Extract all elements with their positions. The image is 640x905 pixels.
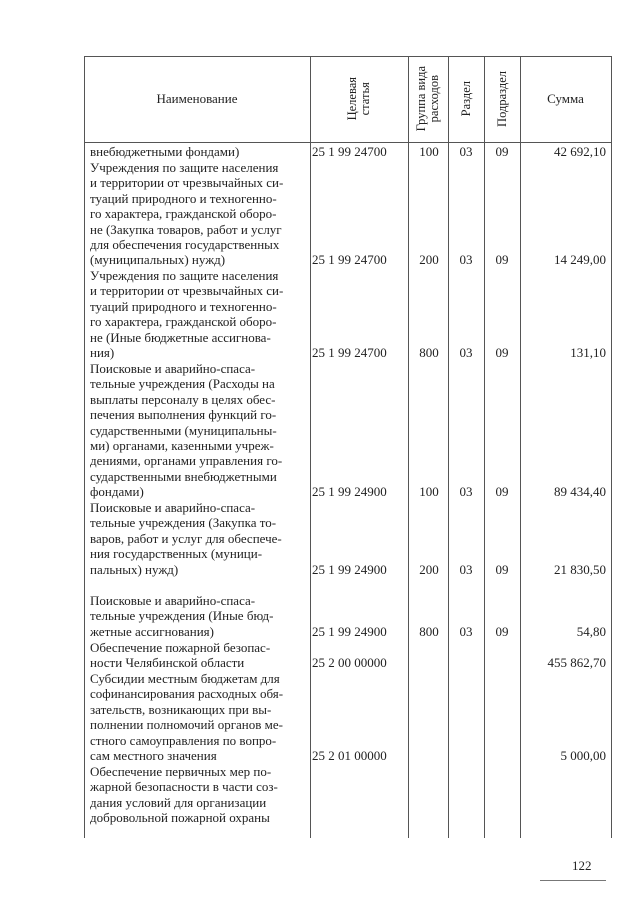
row-code: 25 2 01 00000 [312, 748, 387, 763]
header-subsection-label: Подраздел [494, 71, 509, 127]
row-section: 03 [459, 484, 473, 499]
row-section: 03 [459, 345, 473, 360]
row-sum: 54,80 [576, 624, 606, 639]
row-code: 25 1 99 24700 [312, 144, 387, 159]
row-code: 25 2 00 00000 [312, 655, 387, 670]
page-number: 122 [572, 858, 592, 873]
row-sum: 131,10 [570, 345, 606, 360]
row-name: Учреждения по защите населения и территории от чрезвычайных си- туаций природного и техногенно- го характера, гражданской оборо- не (Закупка товаров, работ и услуг для обеспечения государственных (муниципальных) нужд) [90, 160, 284, 268]
row-sum: 5 000,00 [560, 748, 606, 763]
header-sum [520, 56, 611, 142]
row-code: 25 1 99 24900 [312, 562, 387, 577]
row-subsection: 09 [495, 624, 509, 639]
row-group: 800 [419, 345, 439, 360]
row-sum: 455 862,70 [547, 655, 606, 670]
header-name [84, 56, 310, 142]
row-subsection: 09 [495, 144, 509, 159]
row-group: 200 [419, 252, 439, 267]
row-name: Поисковые и аварийно-спаса- тельные учреждения (Иные бюд- жетные ассигнования) [90, 593, 274, 639]
header-subsection [484, 56, 520, 142]
col-border [611, 56, 612, 838]
row-section: 03 [459, 252, 473, 267]
row-sum: 14 249,00 [554, 252, 606, 267]
row-subsection: 09 [495, 345, 509, 360]
row-section: 03 [459, 144, 473, 159]
col-border [448, 56, 449, 838]
row-name: внебюджетными фондами) [90, 144, 240, 159]
row-name: Учреждения по защите населения и территории от чрезвычайных си- туаций природного и техногенно- го характера, гражданской оборо- не (Иные бюджетные ассигнова- ния) [90, 268, 284, 361]
col-border [310, 56, 311, 838]
row-subsection: 09 [495, 562, 509, 577]
row-sum: 21 830,50 [554, 562, 606, 577]
header-group [408, 56, 448, 142]
row-name: Обеспечение пожарной безопас- ности Челябинской области [90, 640, 271, 671]
row-code: 25 1 99 24700 [312, 252, 387, 267]
row-group: 800 [419, 624, 439, 639]
budget-table [84, 56, 612, 838]
row-name: Субсидии местным бюджетам для софинансирования расходных обя- зательств, возникающих при вы- полнении полномочий органов ме- стного самоуправления по вопро- сам местного значения [90, 671, 284, 764]
row-subsection: 09 [495, 484, 509, 499]
row-name: Поисковые и аварийно-спаса- тельные учреждения (Расходы на выплаты персоналу в целях обес- печения выполнения функций го- сударственными (муниципальны- ми) органами, казенными учреж- дениями, органами управления го- сударственными внебюджетными фондами) [90, 361, 283, 500]
row-sum: 89 434,40 [554, 484, 606, 499]
header-section [448, 56, 484, 142]
row-code: 25 1 99 24900 [312, 624, 387, 639]
row-code: 25 1 99 24700 [312, 345, 387, 360]
header-bottom-border [84, 142, 612, 143]
col-border [520, 56, 521, 838]
row-name: Обеспечение первичных мер по- жарной безопасности в части соз- дания условий для организации добровольной пожарной охраны [90, 764, 278, 826]
row-group: 200 [419, 562, 439, 577]
col-border [484, 56, 485, 838]
header-code [310, 56, 408, 142]
row-code: 25 1 99 24900 [312, 484, 387, 499]
row-section: 03 [459, 624, 473, 639]
header-name-label: Наименование [156, 91, 238, 106]
row-subsection: 09 [495, 252, 509, 267]
col-border [84, 56, 85, 838]
row-name: Поисковые и аварийно-спаса- тельные учреждения (Закупка то- варов, работ и услуг для обеспече- ния государственных (муници- пальных) нужд) [90, 500, 282, 577]
footer-rule [540, 880, 606, 881]
row-group: 100 [419, 144, 439, 159]
row-group: 100 [419, 484, 439, 499]
col-border [408, 56, 409, 838]
header-sum-label: Сумма [547, 91, 584, 106]
row-section: 03 [459, 562, 473, 577]
row-sum: 42 692,10 [554, 144, 606, 159]
header-group-label: Группа вида расходов [414, 66, 441, 132]
header-section-label: Раздел [458, 81, 473, 117]
header-code-label: Целевая статья [345, 77, 372, 121]
